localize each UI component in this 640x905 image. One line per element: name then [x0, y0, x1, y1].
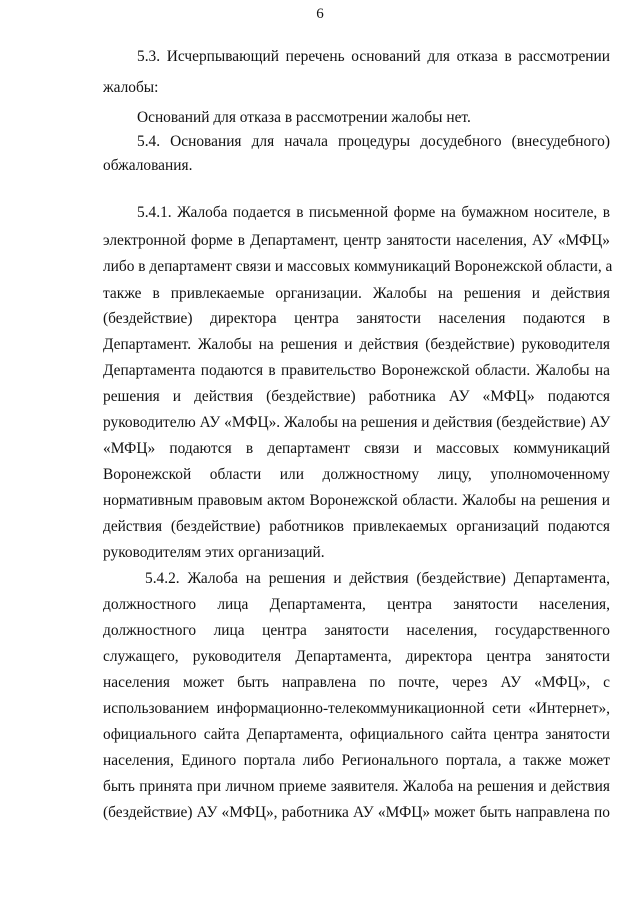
text-line: 5.4. Основания для начала процедуры досудебного (внесудебного)	[137, 133, 610, 150]
text-line: руководителю АУ «МФЦ». Жалобы на решения и действия (бездействие) АУ	[103, 414, 611, 431]
text-line: 5.4.2. Жалоба на решения и действия (бездействие) Департамента,	[145, 570, 610, 587]
text-line: Воронежской области или должностному лицу, уполномоченному	[103, 466, 610, 483]
text-line: (бездействие) АУ «МФЦ», работника АУ «МФЦ» может быть направлена по	[103, 804, 610, 821]
text-line: нормативным правовым актом Воронежской области. Жалобы на решения и	[103, 492, 610, 509]
text-line: обжалования.	[103, 157, 193, 174]
text-line: (бездействие) директора центра занятости населения подаются в	[103, 310, 610, 327]
text-line: 5.3. Исчерпывающий перечень оснований для отказа в рассмотрении	[137, 48, 610, 65]
text-line: Оснований для отказа в рассмотрении жалобы нет.	[137, 109, 471, 126]
text-line: решения и действия (бездействие) работника АУ «МФЦ» подаются	[103, 388, 610, 405]
text-line: Департамента подаются в правительство Воронежской области. Жалобы на	[103, 362, 610, 379]
text-line: населения может быть направлена по почте, через АУ «МФЦ», с	[103, 674, 610, 691]
text-line: населения, Единого портала либо Регионального портала, а также может	[103, 752, 610, 769]
page-number: 6	[316, 6, 324, 22]
text-line: действия (бездействие) работников привлекаемых организаций подаются	[103, 518, 610, 535]
text-line: 5.4.1. Жалоба подается в письменной форме на бумажном носителе, в	[137, 204, 610, 221]
text-line: электронной форме в Департамент, центр занятости населения, АУ «МФЦ»	[103, 232, 610, 249]
text-line: быть принята при личном приеме заявителя. Жалоба на решения и действия	[103, 778, 610, 795]
text-line: «МФЦ» подаются в департамент связи и массовых коммуникаций	[103, 440, 610, 457]
text-line: жалобы:	[103, 79, 159, 96]
text-line: должностного лица центра занятости населения, государственного	[103, 622, 610, 639]
text-line: руководителям этих организаций.	[103, 544, 325, 561]
text-line: также в привлекаемые организации. Жалобы на решения и действия	[103, 285, 610, 302]
text-line: должностного лица Департамента, центра занятости населения,	[103, 596, 610, 613]
text-line: использованием информационно-телекоммуникационной сети «Интернет»,	[103, 700, 610, 717]
text-line: Департамент. Жалобы на решения и действия (бездействие) руководителя	[103, 336, 610, 353]
text-line: либо в департамент связи и массовых коммуникаций Воронежской области, а	[103, 258, 613, 275]
text-line: официального сайта Департамента, официального сайта центра занятости	[103, 726, 610, 743]
text-line: служащего, руководителя Департамента, директора центра занятости	[103, 648, 610, 665]
